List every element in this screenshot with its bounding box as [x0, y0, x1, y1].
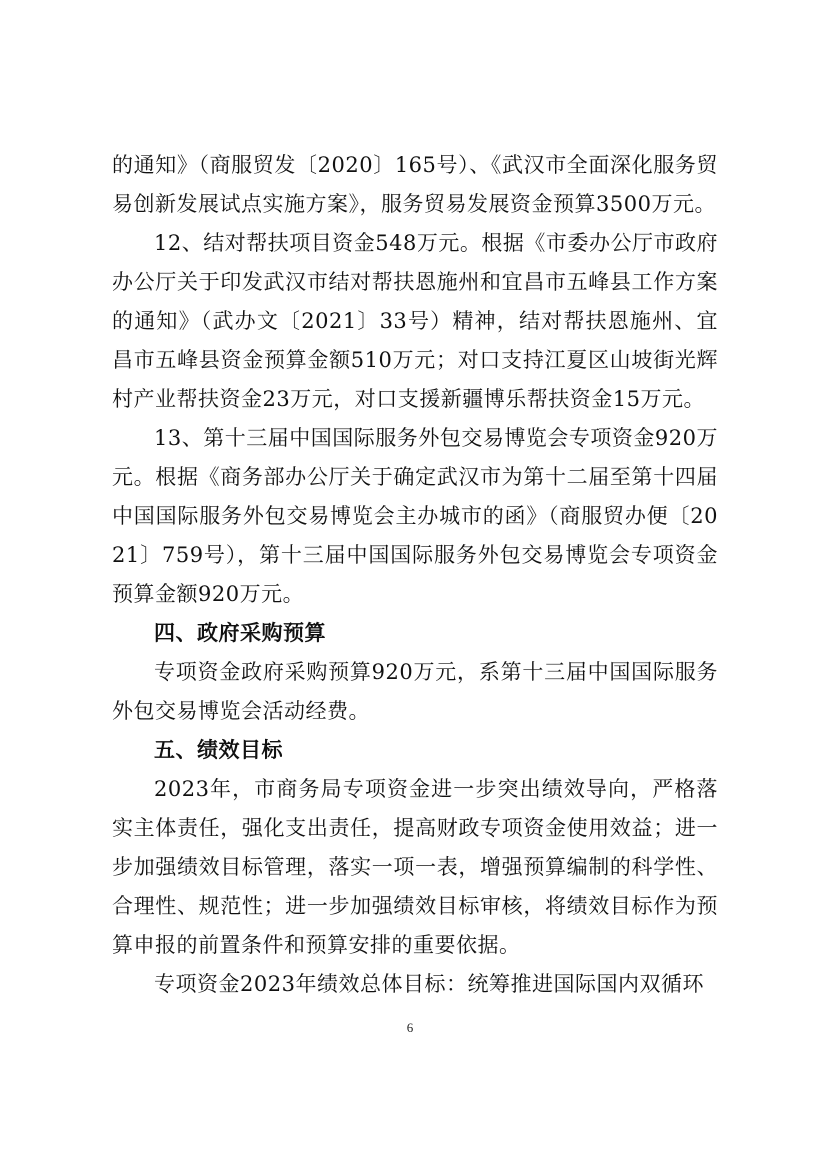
- document-body: [112, 146, 718, 1004]
- section-heading-procurement: 四、政府采购预算: [154, 621, 326, 645]
- paragraph-continuation: 的通知》（商服贸发〔2020〕165号）、《武汉市全面深化服务贸易创新发展试点实施方案》，服务贸易发展资金预算3500万元。: [112, 153, 718, 216]
- page-number: 6: [406, 1020, 414, 1035]
- paragraph-performance: 2023年，市商务局专项资金进一步突出绩效导向，严格落实主体责任，强化支出责任，提高财政专项资金使用效益；进一步加强绩效目标管理，落实一项一表，增强预算编制的科学性、合理性、规范性；进一步加强绩效目标审核，将绩效目标作为预算申报的前置条件和预算安排的重要依据。: [112, 777, 718, 957]
- paragraph-overall-target: 专项资金2023年绩效总体目标：统筹推进国际国内双循环: [154, 972, 704, 996]
- paragraph-item-13: 13、第十三届中国国际服务外包交易博览会专项资金920万元。根据《商务部办公厅关于确定武汉市为第十二届至第十四届中国国际服务外包交易博览会主办城市的函》（商服贸办便〔2021〕759号），第十三届中国国际服务外包交易博览会专项资金预算金额920万元。: [112, 426, 718, 606]
- section-heading-performance: 五、绩效目标: [154, 738, 283, 762]
- paragraph-item-12: 12、结对帮扶项目资金548万元。根据《市委办公厅市政府办公厅关于印发武汉市结对帮扶恩施州和宜昌市五峰县工作方案的通知》（武办文〔2021〕33号）精神，结对帮扶恩施州、宜昌市五峰县资金预算金额510万元；对口支持江夏区山坡街光辉村产业帮扶资金23万元，对口支援新疆博乐帮扶资金15万元。: [112, 231, 718, 411]
- paragraph-procurement: 专项资金政府采购预算920万元，系第十三届中国国际服务外包交易博览会活动经费。: [112, 660, 718, 723]
